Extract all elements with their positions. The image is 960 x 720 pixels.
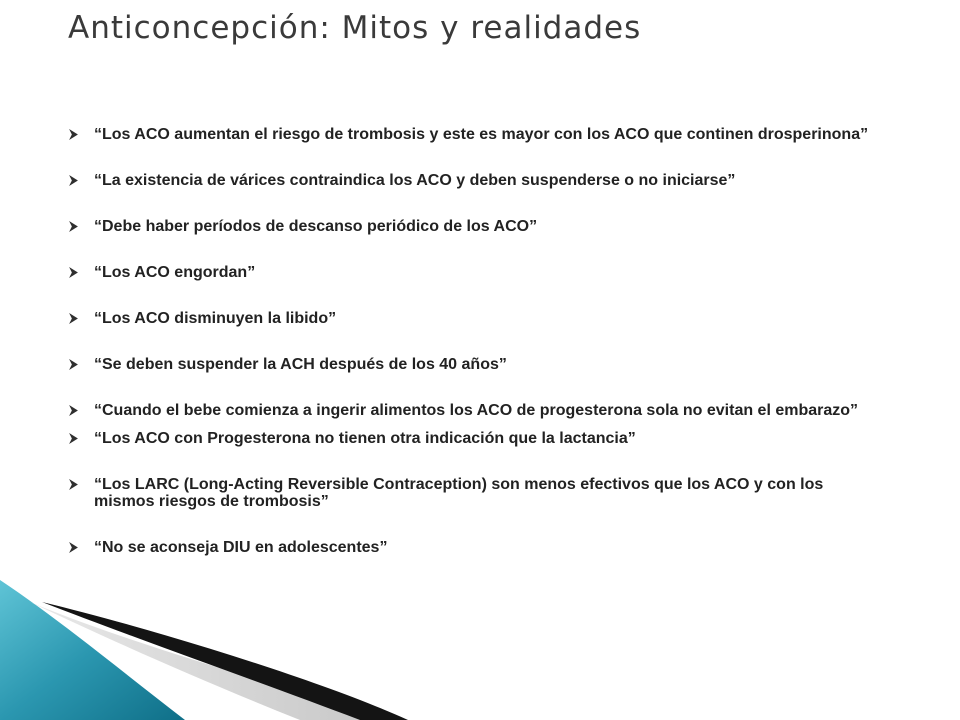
- bullet-text: “Los LARC (Long-Acting Reversible Contraception) son menos efectivos que los ACO y con los mismos riesgos de trombosis”: [94, 476, 824, 510]
- bullet-item: [68, 264, 888, 281]
- bullet-item: [68, 126, 888, 143]
- corner-swoosh-decoration: [0, 580, 960, 720]
- bullet-text: “Se deben suspender la ACH después de los 40 años”: [94, 356, 507, 373]
- arrowhead-bullet-icon: [68, 405, 79, 416]
- bullet-item: [68, 539, 888, 556]
- bullet-text: “La existencia de várices contraindica los ACO y deben suspenderse o no iniciarse”: [94, 172, 736, 189]
- slide-title: Anticoncepción: Mitos y realidades: [68, 10, 642, 46]
- bullet-item: [68, 356, 888, 373]
- arrowhead-bullet-icon: [68, 175, 79, 186]
- bullet-text: “No se aconseja DIU en adolescentes”: [94, 539, 388, 556]
- bullet-item: [68, 310, 888, 327]
- bullet-item: [68, 430, 888, 447]
- bullet-text: “Los ACO aumentan el riesgo de trombosis y este es mayor con los ACO que continen drosperinona”: [94, 126, 869, 143]
- bullet-text: “Los ACO disminuyen la libido”: [94, 310, 337, 327]
- arrowhead-bullet-icon: [68, 433, 79, 444]
- bullet-item: [68, 476, 888, 510]
- bullet-text: “Los ACO con Progesterona no tienen otra indicación que la lactancia”: [94, 430, 636, 447]
- arrowhead-bullet-icon: [68, 542, 79, 553]
- bullet-item: [68, 172, 888, 189]
- arrowhead-bullet-icon: [68, 267, 79, 278]
- bullet-text: “Debe haber períodos de descanso periódico de los ACO”: [94, 218, 538, 235]
- bullet-item: [68, 218, 888, 235]
- arrowhead-bullet-icon: [68, 313, 79, 324]
- arrowhead-bullet-icon: [68, 479, 79, 490]
- bullet-text: “Cuando el bebe comienza a ingerir alimentos los ACO de progesterona sola no evitan el embarazo”: [94, 402, 859, 419]
- arrowhead-bullet-icon: [68, 359, 79, 370]
- arrowhead-bullet-icon: [68, 129, 79, 140]
- bullet-item: [68, 402, 888, 419]
- bullet-text: “Los ACO engordan”: [94, 264, 256, 281]
- bullet-list: [68, 126, 888, 556]
- arrowhead-bullet-icon: [68, 221, 79, 232]
